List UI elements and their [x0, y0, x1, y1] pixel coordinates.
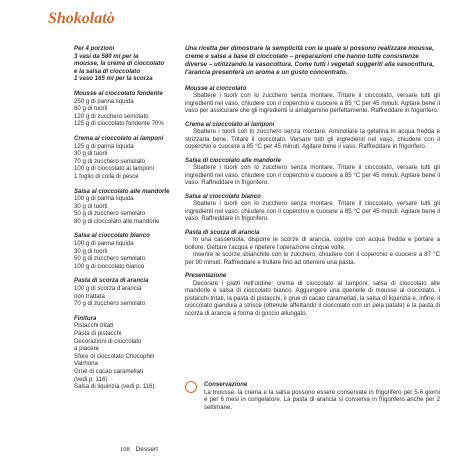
method-section [185, 229, 440, 267]
ingredient-line: 250 g di panna liquida [74, 97, 134, 105]
method-section [185, 272, 440, 317]
ingredient-line: 30 g di tuorli [74, 150, 108, 158]
ingredient-group [74, 232, 174, 270]
ingredient-group [74, 188, 174, 226]
method-section-title: Salsa di cioccolato alle mandorle [185, 156, 281, 164]
method-section-text: In una casseruola, disporre le scorze di arancia, coprire con acqua fredda e portare a bollore. Gettare l'acqua e ripetere l'operazione cinque volte. [185, 236, 440, 251]
method-section-title: Salsa al cioccolato bianco [185, 192, 261, 200]
ingredient-line: 120 g di zucchero semolato [74, 112, 149, 120]
ingredient-line: 100 g di panna liquida [74, 195, 134, 203]
ingredient-line: 70 g di zucchero semolato [74, 157, 146, 165]
recipe-intro: Una ricetta per dimostrare la semplicità con la quale si possono realizzare mousse, creme e salse a base di cioccolato – preparazioni che hanno tutte consistenze diverse – utilizzando la vasocottura. Come tutti i vegetali suggeriti alla vasocottura, l'arancia presenterà un aroma e un gusto concentrato. [185, 45, 435, 76]
ingredient-line: 125 g di panna liquida [74, 142, 134, 150]
portions-line: e la salsa di cioccolato [74, 67, 141, 75]
ingredient-line: Gruè di cacao caramellati [74, 367, 144, 375]
ingredient-line: 80 g di cioccolato alle mandorle [74, 217, 160, 225]
portions-line: 3 vasi da 580 ml per la [74, 52, 139, 60]
ingredient-line: 70 g di zucchero semolato [74, 300, 146, 308]
method-section [185, 85, 440, 115]
portions-block [74, 45, 174, 83]
conservation-block [204, 381, 440, 411]
ingredient-line: 100 g di scorza d'arancia [74, 285, 142, 293]
ingredient-group-title: Salsa al cioccolato bianco [74, 232, 150, 240]
method-section [185, 193, 440, 223]
ingredient-line: 30 g di tuorli [74, 247, 108, 255]
ingredient-line: 30 g di tuorli [74, 202, 108, 210]
ingredient-line: Pasta di pistacchi [74, 330, 122, 337]
method-section-text: Sbattere i tuorli con lo zucchero senza montare. Tritare il cioccolato, versare tutti gli ingredienti nel vaso, chiudere con il coperchio e cuocere a 85 °C per 45 minuti. Agitare bene il vaso per assicurare che gli ingredienti si amalgamino perfettamente. Raffreddare in frigorifero. [185, 92, 440, 115]
method-section [185, 121, 440, 151]
ingredient-line: Decorazioni di cioccolato [74, 337, 142, 345]
method-section-text: Sbattere i tuorli con lo zucchero senza montare. Tritare il cioccolato, versare tutti gli ingredienti nel vaso, chiudere con il coperchio e cuocere a 85 °C per 45 minuti. Agitare bene il vaso. Raffreddare in frigorifero. [185, 200, 440, 223]
method-section-text: Sbattere i tuorli con lo zucchero senza montare. Tritare il cioccolato, versare tutti gli ingredienti nel vaso, chiudere con il coperchio e cuocere a 85 °C per 45 minuti. Agitare bene il vaso. Raffreddare in frigorifero. [185, 164, 440, 187]
ingredient-line: 60 g di tuorli [74, 105, 108, 113]
ingredient-group [74, 135, 174, 181]
conservation-title: Conservazione [204, 381, 248, 388]
ingredient-line: a piacere [74, 345, 100, 353]
ingredient-group-title: Pasta di scorza di arancia [74, 277, 149, 285]
recipe-title: Shokolatò [48, 10, 115, 27]
ingredient-group [74, 90, 174, 128]
method-section-text: Decorare i piatti nell'ordine: crema di cioccolato ai lamponi, salsa di cioccolato alle mandorle e salsa di cioccolato bianco. Aggiungere una quenelle di mousse al cioccolato, i pistacchi tritati, la pasta di pistacchi, il gruè di cacao caramellati, la salsa di liquirizia e, infine, il cioccolato gianduia a strisce (ottenute affettando il cioccolato con un pela patate) e la pasta di scorza di arancia a forma di goccio allungato. [185, 279, 440, 317]
page-footer [120, 446, 158, 453]
ingredient-line: 100 g di cioccolato ai lamponi [74, 165, 154, 173]
ingredient-group-title: Salsa al cioccolato alle mandorle [74, 187, 170, 195]
ingredient-group-title: Mousse al cioccolato fondente [74, 89, 163, 97]
ingredient-line: 125 g di cioccolato fondente 70% [74, 120, 164, 128]
portions-line: 1 vaso 165 ml per la scorza [74, 75, 153, 83]
portions-line: Per 4 porzioni [74, 45, 115, 52]
ingredient-line: 100 g di panna liquida [74, 240, 134, 248]
ingredient-line: (vedi p. 116) [74, 375, 108, 383]
ingredient-line: 100 g di cioccolato bianco [74, 262, 145, 270]
ingredient-line: Salsa di liquirizia (vedi p. 116) [74, 383, 155, 391]
method-section-title: Presentazione [185, 272, 227, 280]
ingredient-line: 50 g di zucchero semolato [74, 255, 146, 263]
method-section-text: Sbattere i tuorli con lo zucchero senza montare. Ammollare la gelatina in acqua fredda e strizzarla bene. Tritare il cioccolato. Versare tutti gli ingredienti nel vaso, chiudere con il coperchio e cuocere a 85 °C per 45 minuti. Agitare bene il vaso. Raffreddare in frigorifero. [185, 128, 440, 151]
method-section-text: Inserire le scorze sbianchite con lo zucchero, chiudere con il coperchio e cuocere a 87 °C per 90 minuti. Raffreddare e frullare fino ad ottenere una pasta. [185, 251, 440, 266]
method-section-title: Pasta di scorza di arancia [185, 228, 260, 236]
method-section [185, 157, 440, 187]
ingredient-line: 1 foglio di colla di pesce [74, 172, 139, 180]
ingredient-line: Pistacchi tritati [74, 322, 114, 330]
conservation-circle-icon [185, 381, 197, 393]
ingredient-line: Sfere di cioccolato Chocophili [74, 352, 154, 360]
method-section-title: Crema al cioccolato ai lamponi [185, 120, 275, 128]
ingredient-line: 50 g di zucchero semolato [74, 210, 146, 218]
ingredient-group-title: Crema al cioccolato ai lamponi [74, 134, 164, 142]
ingredient-group [74, 277, 174, 307]
ingredient-line: Valrhona [74, 360, 98, 368]
conservation-text: La mousse, la crema e la salsa possono essere conservate in frigorifero per 5-6 giorni e per 6 mesi in congelatore. La pasta di arancia si conserva in frigorifero anche per 2 settimane. [204, 388, 440, 411]
ingredient-group-title: Finitura [74, 314, 97, 322]
page-number: 108 [120, 446, 130, 453]
ingredient-line: non trattata [74, 292, 105, 300]
portions-line: mousse, la crema di cioccolato [74, 60, 165, 68]
method-column [185, 45, 440, 317]
ingredient-group [74, 315, 174, 391]
ingredients-column [74, 45, 174, 391]
method-section-title: Mousse al cioccolato [185, 84, 247, 92]
section-name: Dessert [135, 446, 158, 453]
